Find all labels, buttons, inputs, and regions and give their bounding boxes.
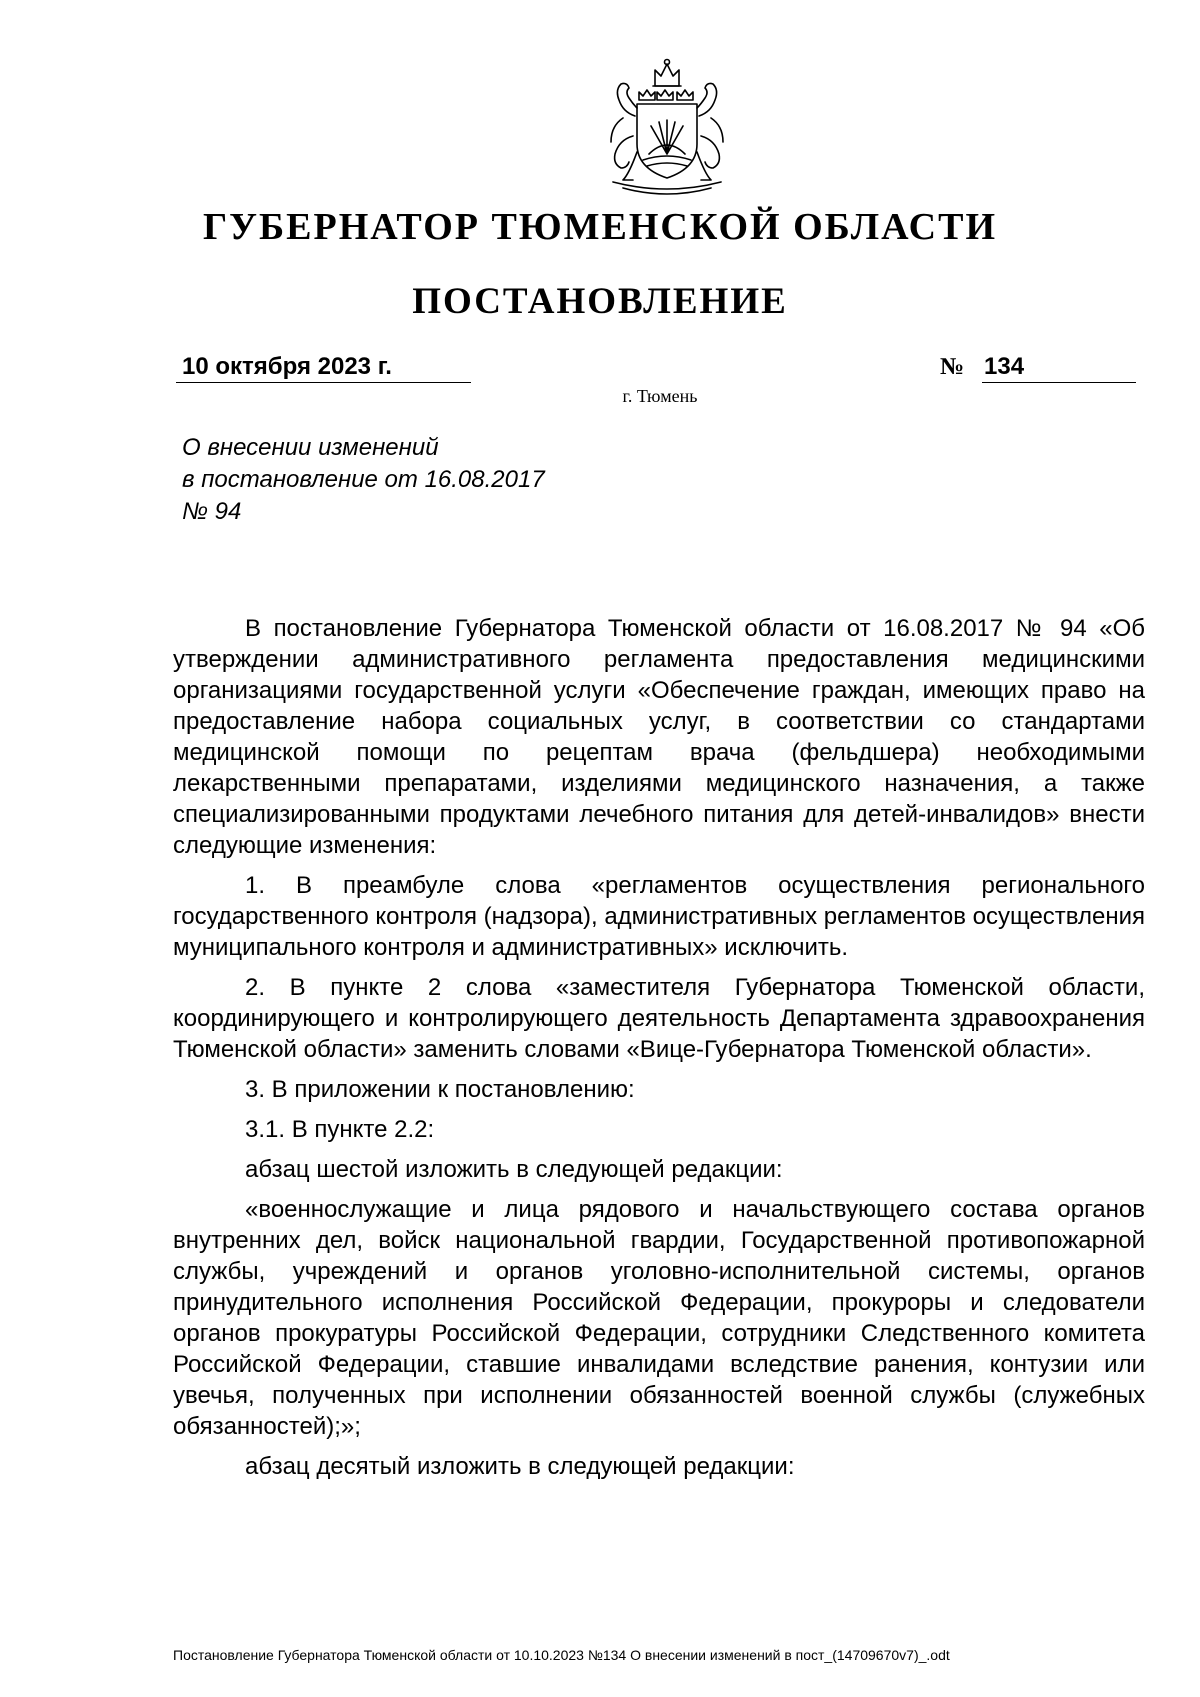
document-type-title: ПОСТАНОВЛЕНИЕ — [412, 281, 788, 322]
body-paragraph: 1. В преамбуле слова «регламентов осуществления регионального государственного контроля (надзора), административных регламентов осуществления муниципального контроля и административных» исключить. — [173, 872, 1145, 961]
subject-line: в постановление от 16.08.2017 — [182, 466, 545, 493]
body-paragraph: В постановление Губернатора Тюменской области от 16.08.2017 № 94 «Об утверждении административного регламента предоставления медицинскими организациями государственной услуги «Обеспечение граждан, имеющих право на предоставление набора социальных услуг, в соответствии со стандартами медицинской помощи по рецептам врача (фельдшера) необходимыми лекарственными препаратами, изделиями медицинского назначения, а также специализированными продуктами лечебного питания для детей-инвалидов» внести следующие изменения: — [173, 615, 1145, 859]
document-body — [173, 613, 1145, 1491]
document-subject — [182, 432, 642, 528]
document-number — [940, 352, 1136, 383]
number-value: 134 — [982, 352, 1136, 383]
city-label: г. Тюмень — [622, 386, 698, 406]
body-paragraph: 3. В приложении к постановлению: — [245, 1076, 635, 1103]
body-paragraph: «военнослужащие и лица рядового и начальствующего состава органов внутренних дел, войск национальной гвардии, Государственной противопожарной службы, учреждений и органов уголовно-исполнительной системы, органов принудительного исполнения Российской Федерации, прокуроры и следователи органов прокуратуры Российской Федерации, сотрудники Следственного комитета Российской Федерации, ставшие инвалидами вследствие ранения, контузии или увечья, полученных при исполнении обязанностей военной службы (служебных обязанностей);»; — [173, 1196, 1145, 1440]
body-paragraph: 2. В пункте 2 слова «заместителя Губернатора Тюменской области, координирующего и контролирующего деятельность Департамента здравоохранения Тюменской области» заменить словами «Вице-Губернатора Тюменской области». — [173, 974, 1145, 1063]
authority-title: ГУБЕРНАТОР ТЮМЕНСКОЙ ОБЛАСТИ — [202, 206, 998, 248]
page-footer: Постановление Губернатора Тюменской области от 10.10.2023 №134 О внесении изменений в пост_(14709670v7)_.odt — [173, 1647, 950, 1663]
body-paragraph: абзац десятый изложить в следующей редакции: — [245, 1453, 795, 1480]
body-paragraph: абзац шестой изложить в следующей редакции: — [245, 1156, 783, 1183]
subject-line: О внесении изменений — [182, 434, 439, 461]
coat-of-arms-icon — [593, 56, 741, 196]
number-sign: № — [940, 354, 965, 380]
body-paragraph: 3.1. В пункте 2.2: — [245, 1116, 435, 1143]
document-date: 10 октября 2023 г. — [176, 352, 471, 383]
subject-line: № 94 — [182, 498, 242, 525]
